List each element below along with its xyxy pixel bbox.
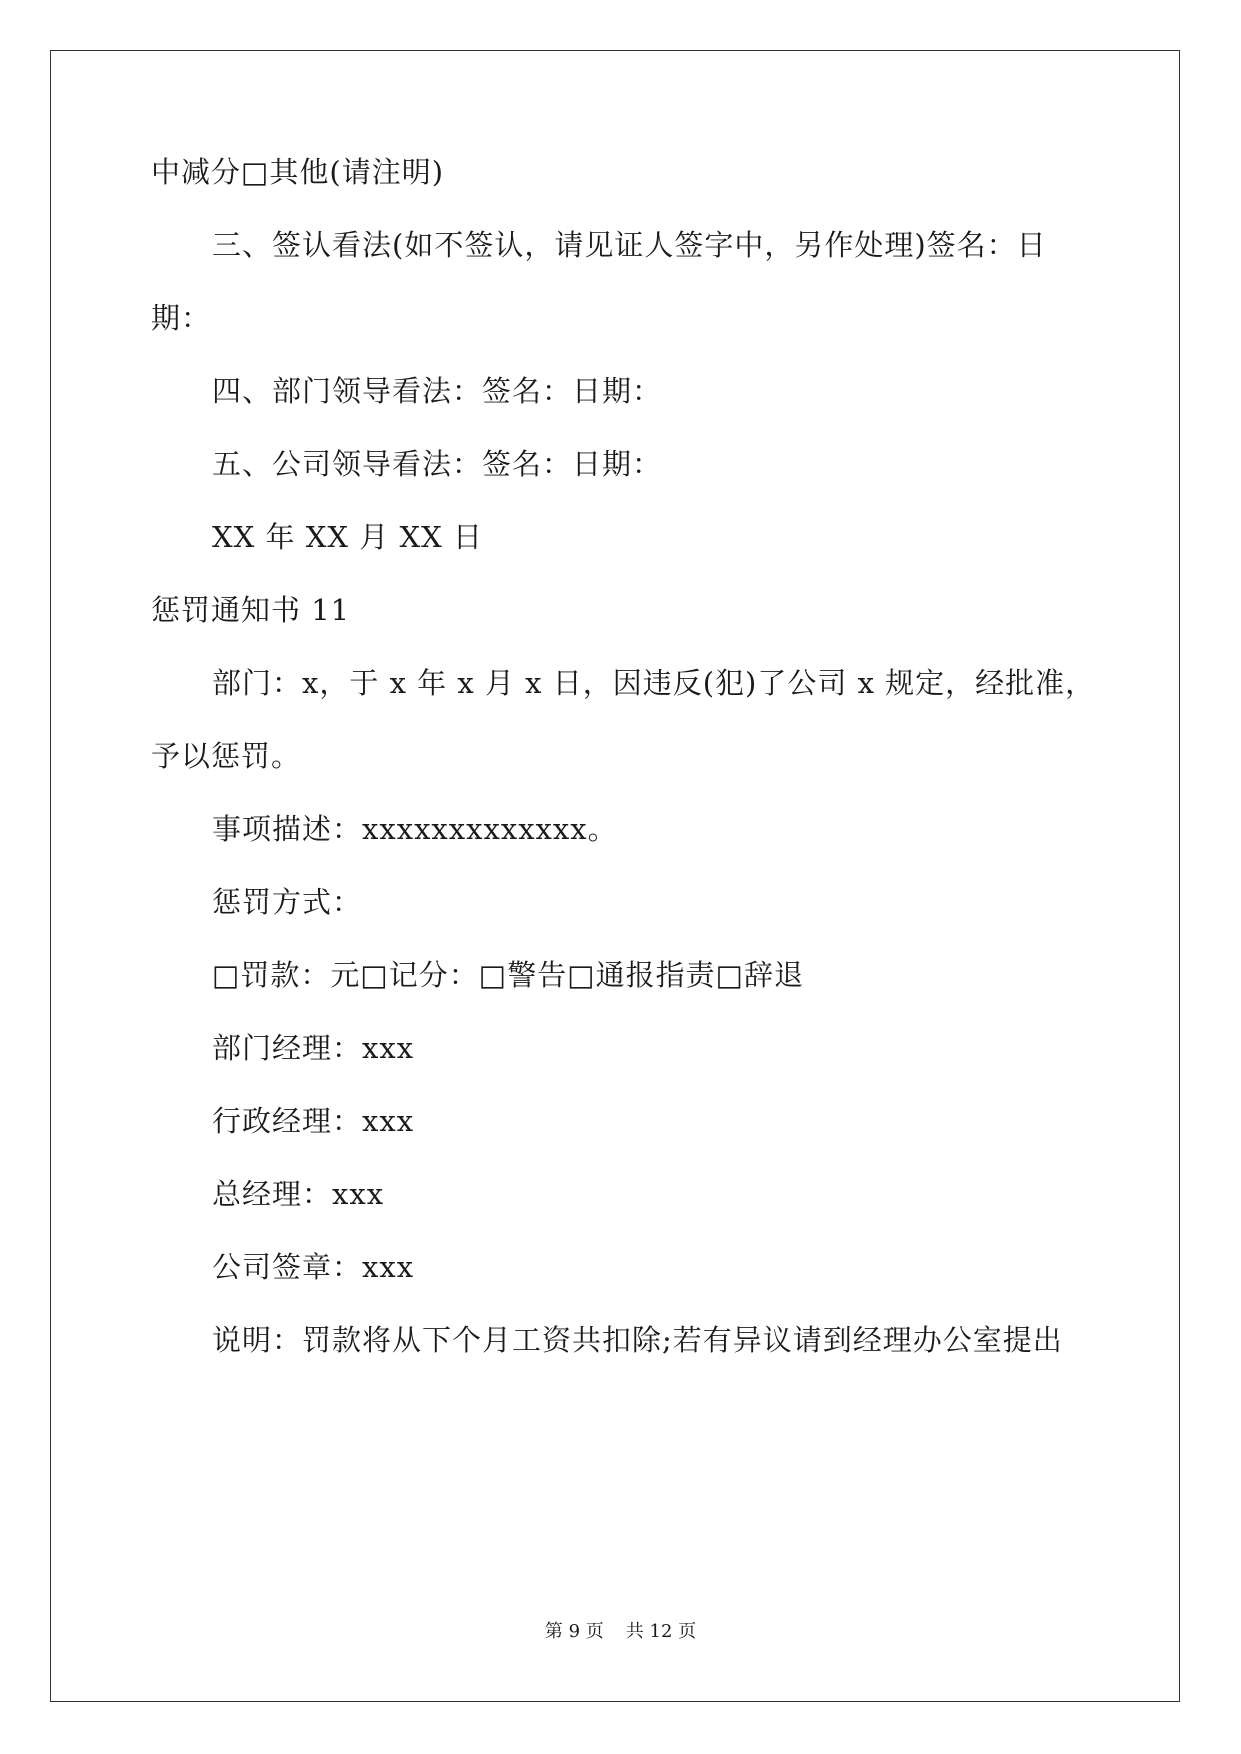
text-line-13: 部门经理：xxx xyxy=(212,1031,415,1065)
date-line: XX 年 XX 月 XX 日 xyxy=(212,520,483,554)
text-line-16: 公司签章：xxx xyxy=(212,1250,415,1284)
text-line-11: 惩罚方式： xyxy=(212,885,363,919)
text-line-1: 中减分□其他(请注明) xyxy=(151,155,445,189)
text-line-14: 行政经理：xxx xyxy=(212,1104,415,1138)
notice-title: 惩罚通知书 11 xyxy=(151,593,351,627)
page-footer xyxy=(0,1620,1241,1644)
text-line-2: 三、签认看法(如不签认，请见证人签字中，另作处理)签名：日 xyxy=(212,228,1047,262)
text-line-9: 予以惩罚。 xyxy=(151,739,302,773)
page-total: 共 12 页 xyxy=(625,1621,697,1642)
text-line-17: 说明：罚款将从下个月工资共扣除;若有异议请到经理办公室提出 xyxy=(212,1323,1063,1357)
text-line-3: 期： xyxy=(151,301,212,335)
penalty-options: □罚款：元□记分：□警告□通报指责□辞退 xyxy=(212,958,805,992)
text-line-10: 事项描述：xxxxxxxxxxxxx。 xyxy=(212,812,618,846)
text-line-5: 五、公司领导看法：签名：日期： xyxy=(212,447,663,481)
text-line-15: 总经理：xxx xyxy=(212,1177,385,1211)
page-number: 第 9 页 xyxy=(544,1621,604,1642)
page-border xyxy=(50,50,1180,1702)
text-line-4: 四、部门领导看法：签名：日期： xyxy=(212,374,663,408)
text-line-8: 部门：x，于 x 年 x 月 x 日，因违反(犯)了公司 x 规定，经批准， xyxy=(212,666,1096,700)
